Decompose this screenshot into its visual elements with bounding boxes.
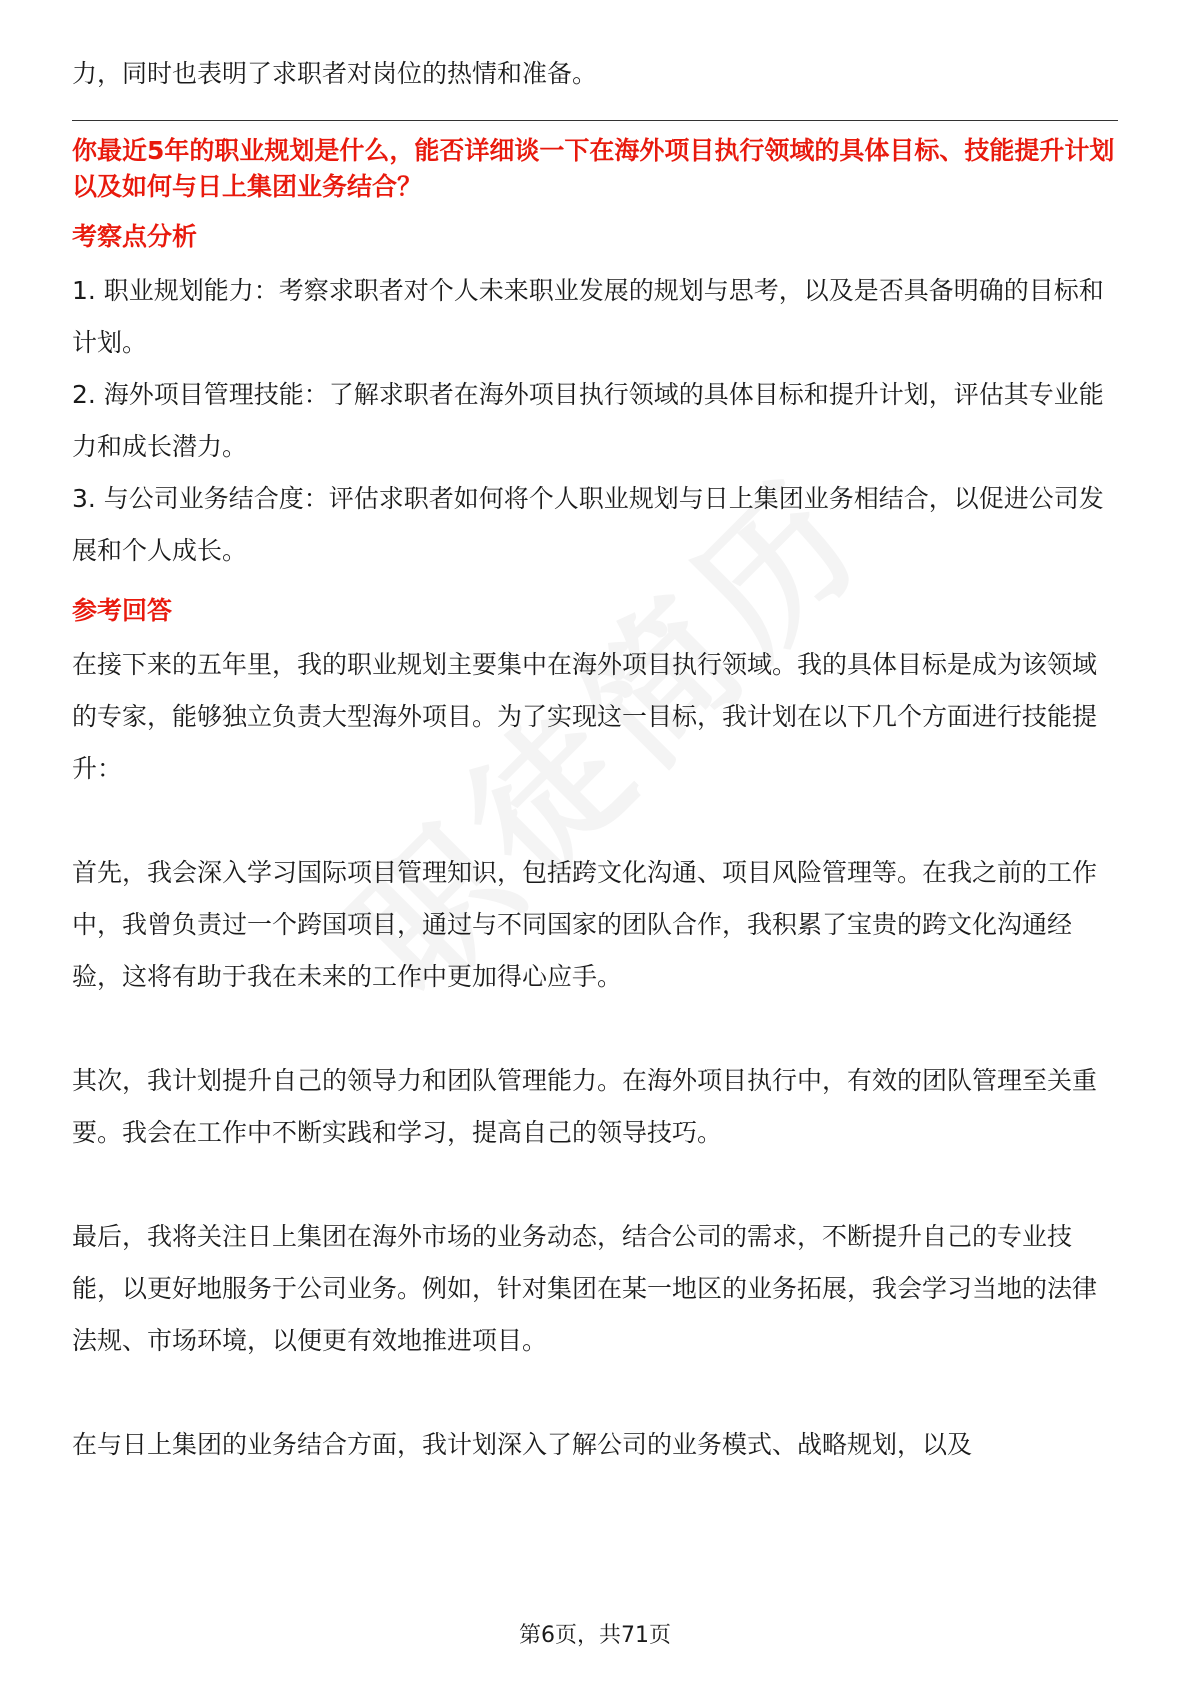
- analysis-item: 3. 与公司业务结合度：评估求职者如何将个人职业规划与日上集团业务相结合，以促进公司发展和个人成长。: [72, 484, 1104, 565]
- analysis-item: 1. 职业规划能力：考察求职者对个人未来职业发展的规划与思考，以及是否具备明确的目标和计划。: [72, 276, 1104, 357]
- page-number: 第6页，共71页: [519, 1623, 671, 1648]
- interview-question: 你最近5年的职业规划是什么，能否详细谈一下在海外项目执行领域的具体目标、技能提升计划以及如何与日上集团业务结合？: [72, 136, 1115, 201]
- analysis-item: 2. 海外项目管理技能：了解求职者在海外项目执行领域的具体目标和提升计划，评估其专业能力和成长潜力。: [72, 380, 1104, 461]
- paragraph-gap: [72, 1003, 1118, 1055]
- continued-paragraph: 力，同时也表明了求职者对岗位的热情和准备。: [72, 59, 598, 88]
- answer-paragraph: 首先，我会深入学习国际项目管理知识，包括跨文化沟通、项目风险管理等。在我之前的工作中，我曾负责过一个跨国项目，通过与不同国家的团队合作，我积累了宝贵的跨文化沟通经验，这将有助于我在未来的工作中更加得心应手。: [72, 858, 1098, 991]
- paragraph-gap: [72, 795, 1118, 847]
- answer-heading: 参考回答: [72, 596, 173, 625]
- section-divider: [72, 120, 1118, 121]
- analysis-heading: 考察点分析: [72, 222, 198, 251]
- answer-paragraph: 在接下来的五年里，我的职业规划主要集中在海外项目执行领域。我的具体目标是成为该领域的专家，能够独立负责大型海外项目。为了实现这一目标，我计划在以下几个方面进行技能提升：: [72, 650, 1098, 783]
- answer-paragraph: 在与日上集团的业务结合方面，我计划深入了解公司的业务模式、战略规划，以及: [72, 1430, 973, 1459]
- answer-paragraph: 最后，我将关注日上集团在海外市场的业务动态，结合公司的需求，不断提升自己的专业技能，以更好地服务于公司业务。例如，针对集团在某一地区的业务拓展，我会学习当地的法律法规、市场环境，以便更有效地推进项目。: [72, 1222, 1098, 1355]
- paragraph-gap: [72, 1159, 1118, 1211]
- page-content: [72, 48, 1118, 1471]
- answer-paragraph: 其次，我计划提升自己的领导力和团队管理能力。在海外项目执行中，有效的团队管理至关重要。我会在工作中不断实践和学习，提高自己的领导技巧。: [72, 1066, 1098, 1147]
- paragraph-gap: [72, 1367, 1118, 1419]
